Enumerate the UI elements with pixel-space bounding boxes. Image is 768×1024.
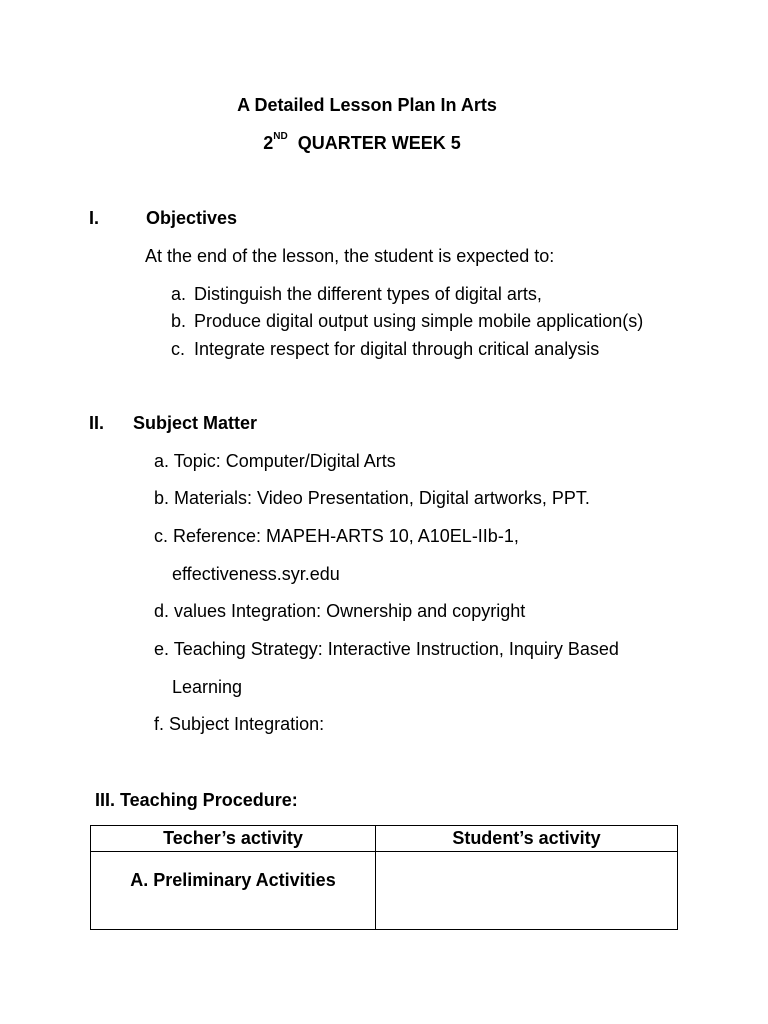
objective-text: Distinguish the different types of digital arts, <box>194 284 542 304</box>
teacher-activity-header: Techer’s activity <box>91 826 376 852</box>
subject-strategy: e. Teaching Strategy: Interactive Instruction, Inquiry Based <box>154 639 619 659</box>
objective-marker: c. <box>171 339 186 359</box>
section-ii-heading: Subject Matter <box>133 413 258 433</box>
subject-strategy-continued: Learning <box>172 677 243 697</box>
objective-item <box>171 284 542 305</box>
subject-materials: b. Materials: Video Presentation, Digital artworks, PPT. <box>154 488 590 508</box>
quarter-number: 2 <box>263 133 274 153</box>
subject-integration: f. Subject Integration: <box>154 714 325 734</box>
objective-text: Produce digital output using simple mobile application(s) <box>194 311 644 331</box>
teaching-procedure-table <box>90 825 678 930</box>
objective-item <box>171 339 599 360</box>
preliminary-activities-label: A. Preliminary Activities <box>130 870 336 890</box>
table-header-row <box>91 826 678 852</box>
subject-values: d. values Integration: Ownership and copyright <box>154 601 526 621</box>
objective-text: Integrate respect for digital through critical analysis <box>194 339 600 359</box>
section-i-heading: Objectives <box>146 208 238 228</box>
objective-marker: a. <box>171 284 187 304</box>
quarter-superscript: ND <box>273 131 288 142</box>
document-title: A Detailed Lesson Plan In Arts <box>237 95 497 115</box>
section-iii-heading: III. Teaching Procedure: <box>95 790 298 810</box>
subject-reference: c. Reference: MAPEH-ARTS 10, A10EL-IIb-1, <box>154 526 519 546</box>
quarter-week-heading <box>0 133 724 154</box>
objectives-intro: At the end of the lesson, the student is expected to: <box>145 246 555 266</box>
section-ii-numeral: II. <box>89 413 105 433</box>
student-activity-header: Student’s activity <box>376 826 678 852</box>
objective-marker: b. <box>171 311 187 331</box>
objective-item <box>171 311 643 332</box>
quarter-week-text: QUARTER WEEK 5 <box>297 133 461 153</box>
table-row <box>91 852 678 930</box>
subject-reference-continued: effectiveness.syr.edu <box>172 564 340 584</box>
section-i-numeral: I. <box>89 208 100 228</box>
teacher-activity-cell <box>91 852 376 930</box>
student-activity-cell <box>376 852 678 930</box>
subject-topic: a. Topic: Computer/Digital Arts <box>154 451 396 471</box>
